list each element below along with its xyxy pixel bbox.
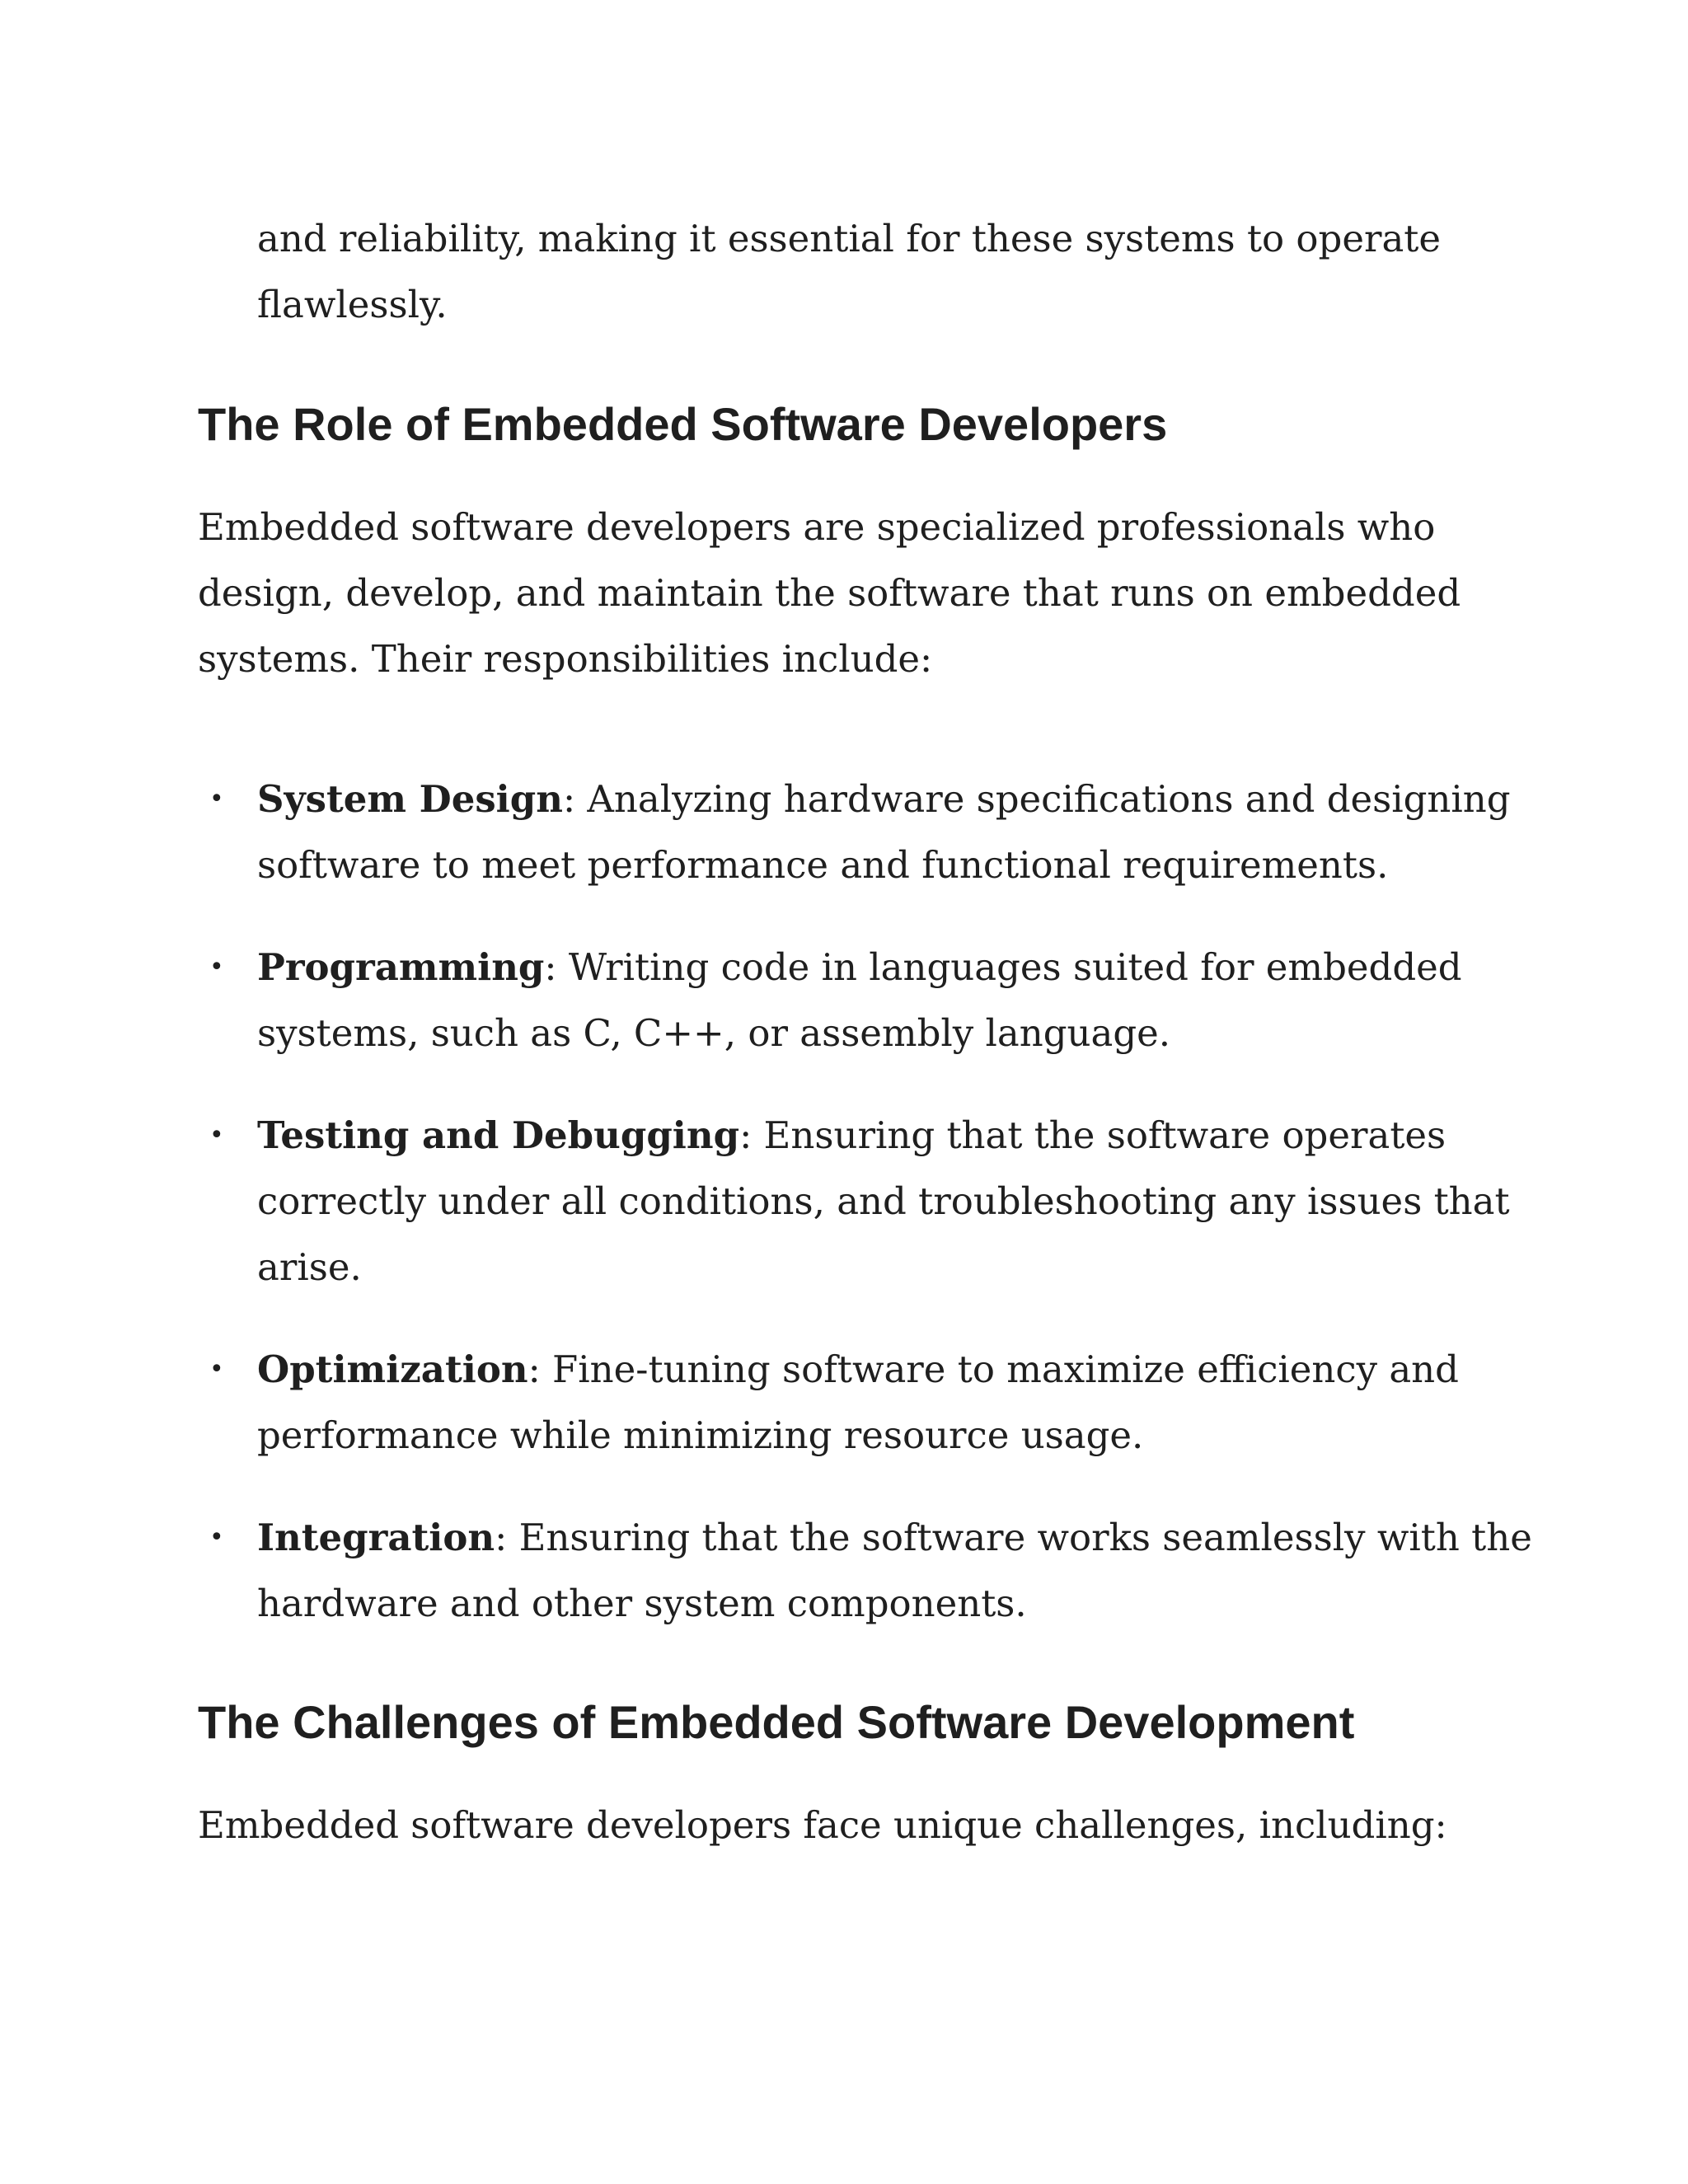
list-item-text: : Fine-tuning software to maximize efficiency and performance while minimizing resource usage.: [257, 1347, 1459, 1457]
list-item: [198, 1103, 1599, 1301]
list-item: [198, 935, 1599, 1066]
list-item-term: Programming: [257, 945, 545, 989]
role-intro-paragraph: Embedded software developers are specialized professionals who design, develop, and maintain the software that runs on embedded systems. Their responsibilities include:: [198, 505, 1461, 681]
list-item-term: Testing and Debugging: [257, 1113, 740, 1157]
list-item-term: System Design: [257, 777, 563, 821]
list-item-text: : Ensuring that the software works seamlessly with the hardware and other system components.: [257, 1516, 1532, 1625]
list-item-term: Integration: [257, 1516, 495, 1559]
list-item-text: : Writing code in languages suited for embedded systems, such as C, C++, or assembly language.: [257, 945, 1462, 1055]
section-heading-role: The Role of Embedded Software Developers: [198, 398, 1168, 450]
responsibilities-list: [198, 766, 1599, 1673]
section-heading-challenges: The Challenges of Embedded Software Development: [198, 1696, 1355, 1748]
list-item-term: Optimization: [257, 1347, 528, 1391]
list-item: [198, 766, 1599, 898]
bullet-icon: •: [209, 1523, 224, 1552]
bullet-icon: •: [209, 1121, 224, 1150]
continuation-paragraph: and reliability, making it essential for these systems to operate flawlessly.: [257, 217, 1442, 326]
list-item-text: : Analyzing hardware specifications and designing software to meet performance and functional requirements.: [257, 777, 1511, 887]
list-item: [198, 1337, 1599, 1469]
bullet-icon: •: [209, 953, 224, 982]
list-item: [198, 1505, 1599, 1637]
bullet-icon: •: [209, 1355, 224, 1384]
challenges-intro-paragraph: Embedded software developers face unique challenges, including:: [198, 1803, 1447, 1847]
list-item-text: : Ensuring that the software operates correctly under all conditions, and troubleshooting any issues that arise.: [257, 1113, 1510, 1289]
bullet-icon: •: [209, 785, 224, 813]
